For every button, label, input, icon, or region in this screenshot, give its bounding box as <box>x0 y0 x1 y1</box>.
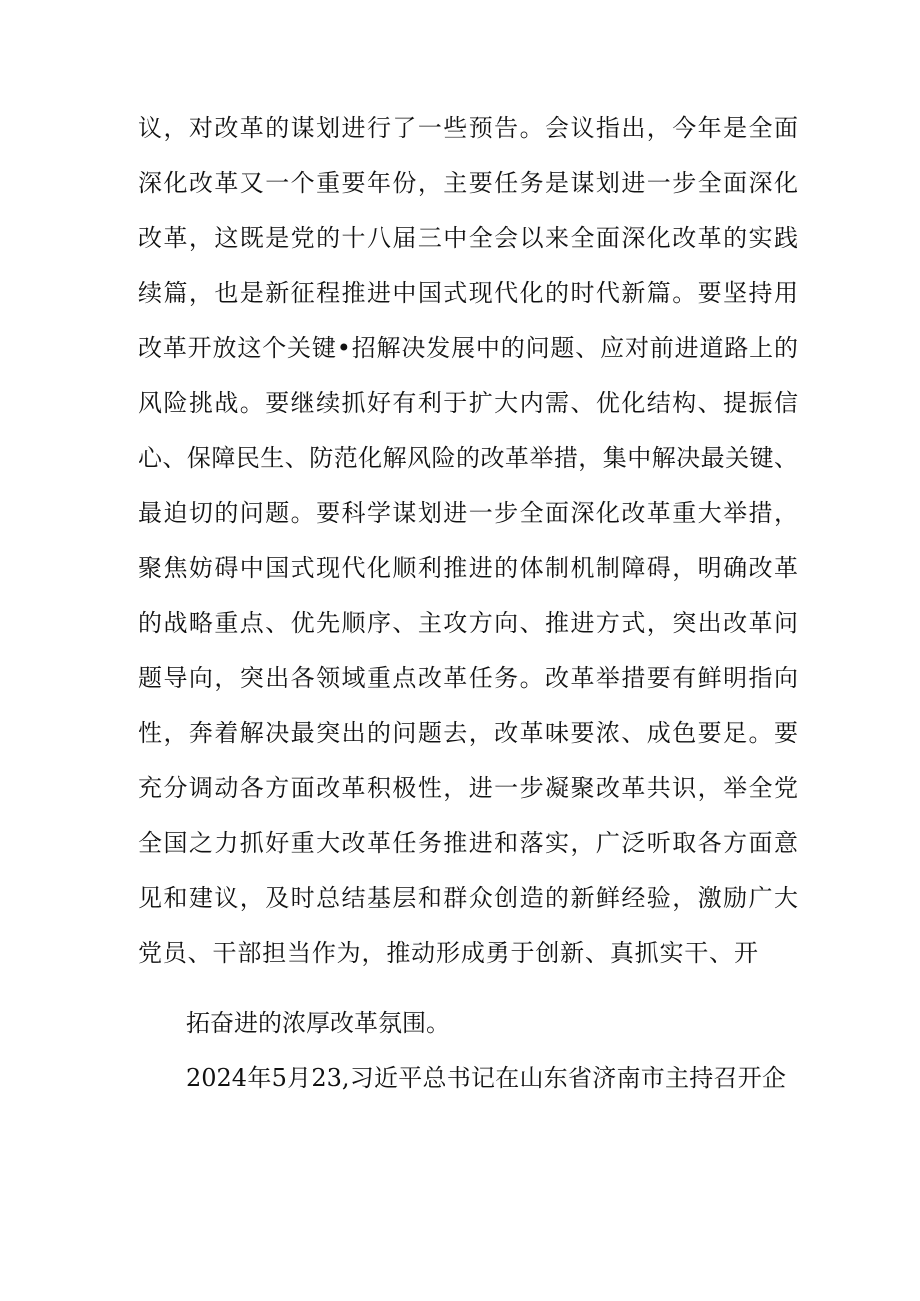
body-text-line: 续篇，也是新征程推进中国式现代化的时代新篇。要坚持用 <box>138 279 798 307</box>
body-text-line: 改革开放这个关键•招解决发展中的问题、应对前进道路上的 <box>138 334 798 362</box>
body-text-line: 性，奔着解决最突出的问题去，改革味要浓、成色要足。要 <box>138 719 798 747</box>
paragraph-tail-line: 拓奋进的浓厚改革氛围。 <box>186 1009 450 1037</box>
body-text-line: 心、保障民生、防范化解风险的改革举措，集中解决最关键、 <box>138 444 798 472</box>
paragraph-first-line: 2024年5月23,习近平总书记在山东省济南市主持召开企 <box>186 1064 786 1092</box>
body-text-line: 全国之力抓好重大改革任务推进和落实，广泛听取各方面意 <box>138 829 798 857</box>
body-text-line: 充分调动各方面改革积极性，进一步凝聚改革共识，举全党 <box>138 774 798 802</box>
body-text-line: 改革，这既是党的十八届三中全会以来全面深化改革的实践 <box>138 224 798 252</box>
body-text-line: 风险挑战。要继续抓好有利于扩大内需、优化结构、提振信 <box>138 389 798 417</box>
body-text-line: 见和建议，及时总结基层和群众创造的新鲜经验，激励广大 <box>138 884 798 912</box>
body-text-line: 深化改革又一个重要年份，主要任务是谋划进一步全面深化 <box>138 169 798 197</box>
body-text-line: 党员、干部担当作为，推动形成勇于创新、真抓实干、开 <box>138 939 758 967</box>
body-text-line: 议，对改革的谋划进行了一些预告。会议指出，今年是全面 <box>138 114 798 142</box>
body-text-line: 的战略重点、优先顺序、主攻方向、推进方式，突出改革问 <box>138 609 798 637</box>
body-text-line: 最迫切的问题。要科学谋划进一步全面深化改革重大举措， <box>138 499 798 527</box>
body-text-line: 聚焦妨碍中国式现代化顺利推进的体制机制障碍，明确改革 <box>138 554 798 582</box>
body-text-line: 题导向，突出各领域重点改革任务。改革举措要有鲜明指向 <box>138 664 798 692</box>
